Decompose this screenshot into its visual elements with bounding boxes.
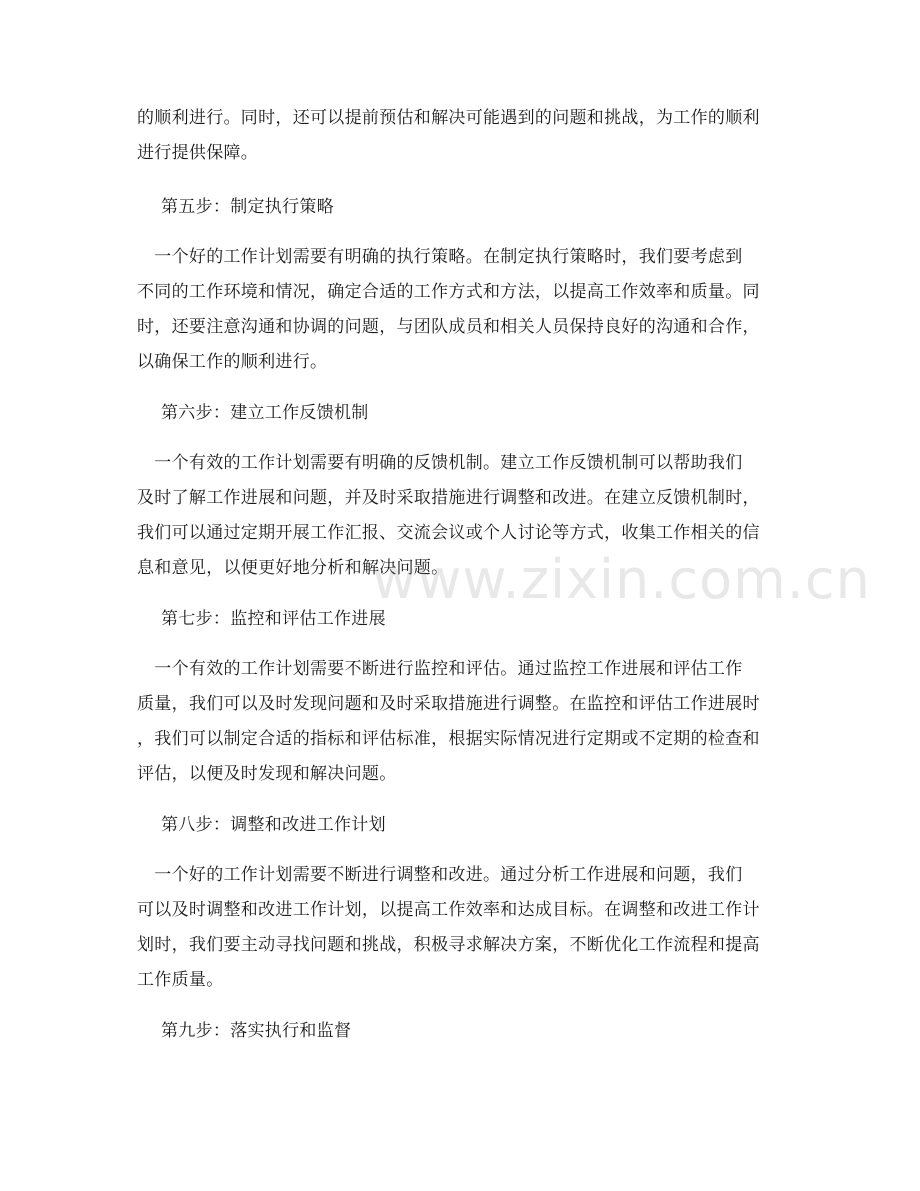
text-line: 一个有效的工作计划需要不断进行监控和评估。通过监控工作进展和评估工作: [137, 659, 743, 679]
text-line: 质量，我们可以及时发现问题和及时采取措施进行调整。在监控和评估工作进展时: [137, 694, 760, 714]
step5-heading: 第五步：制定执行策略: [161, 197, 334, 217]
text-line: 及时了解工作进展和问题，并及时采取措施进行调整和改进。在建立反馈机制时，: [137, 488, 760, 508]
step9-heading: 第九步：落实执行和监督: [161, 1021, 352, 1041]
text-line: 进行提供保障。: [137, 143, 259, 163]
step8-paragraph: [137, 858, 785, 998]
step7-heading: 第七步：监控和评估工作进展: [161, 609, 386, 629]
text-line: ，我们可以制定合适的指标和评估标准，根据实际情况进行定期或不定期的检查和: [137, 729, 760, 749]
step7-paragraph: [137, 652, 785, 792]
step8-heading: 第八步：调整和改进工作计划: [161, 815, 386, 835]
intro-paragraph: [137, 101, 785, 171]
text-line: 划时，我们要主动寻找问题和挑战，积极寻求解决方案，不断优化工作流程和提高: [137, 935, 760, 955]
step6-paragraph: [137, 446, 785, 586]
text-line: 息和意见，以便更好地分析和解决问题。: [137, 558, 449, 578]
step6-heading: 第六步：建立工作反馈机制: [161, 403, 369, 423]
text-line: 一个好的工作计划需要有明确的执行策略。在制定执行策略时，我们要考虑到: [137, 247, 743, 267]
text-line: 不同的工作环境和情况，确定合适的工作方式和方法，以提高工作效率和质量。同: [137, 282, 760, 302]
text-line: 时，还要注意沟通和协调的问题，与团队成员和相关人员保持良好的沟通和合作，: [137, 317, 760, 337]
watermark: www.zixin.com.cn: [372, 548, 871, 611]
text-line: 工作质量。: [137, 970, 224, 990]
text-line: 评估，以便及时发现和解决问题。: [137, 764, 397, 784]
text-line: 一个有效的工作计划需要有明确的反馈机制。建立工作反馈机制可以帮助我们: [137, 453, 743, 473]
text-line: 的顺利进行。同时，还可以提前预估和解决可能遇到的问题和挑战，为工作的顺利: [137, 108, 760, 128]
step5-paragraph: [137, 240, 785, 380]
text-line: 以确保工作的顺利进行。: [137, 352, 328, 372]
text-line: 一个好的工作计划需要不断进行调整和改进。通过分析工作进展和问题，我们: [137, 865, 743, 885]
text-line: 可以及时调整和改进工作计划，以提高工作效率和达成目标。在调整和改进工作计: [137, 900, 760, 920]
text-line: 我们可以通过定期开展工作汇报、交流会议或个人讨论等方式，收集工作相关的信: [137, 523, 760, 543]
